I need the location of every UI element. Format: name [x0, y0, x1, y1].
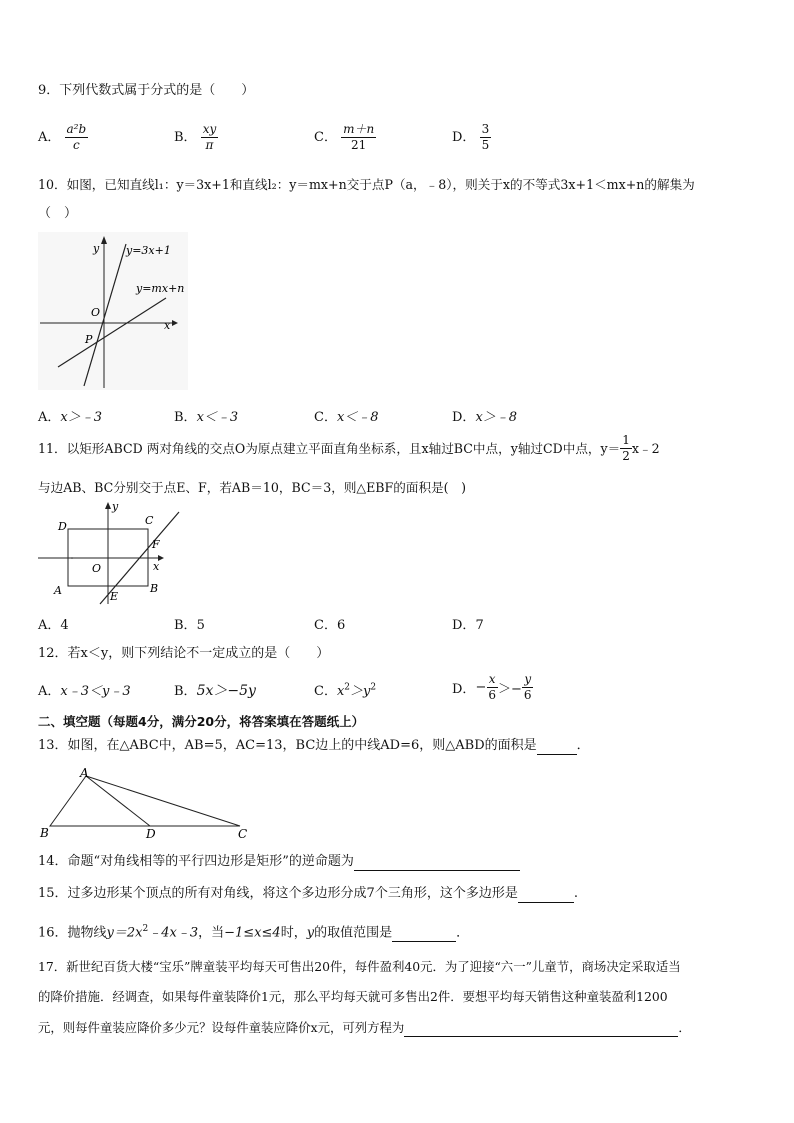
q11-option-c: C．6	[314, 618, 346, 633]
q9-option-b	[174, 122, 218, 153]
q12-stem: 12．若x＜y，则下列结论不一定成立的是（ ）	[38, 646, 330, 661]
q13-figure	[38, 765, 268, 841]
label-o: O	[92, 562, 102, 575]
label-a: A	[54, 584, 62, 597]
label-c: C	[145, 514, 154, 527]
q11-option-d: D．7	[452, 618, 484, 633]
q14-stem: 14．命题“对角线相等的平行四边形是矩形”的逆命题为	[38, 853, 520, 871]
option-label: A．	[38, 130, 61, 145]
answer-blank[interactable]	[518, 888, 574, 903]
q12-option-c: C．$x^2>y^2$	[314, 682, 377, 699]
q12-option-d: D． − $\frac{x}{6}$ ＞− $\frac{y}{6}$	[452, 672, 532, 702]
label-d: D	[146, 827, 156, 841]
fraction: $\frac{m+n}{21}$	[343, 122, 375, 152]
q17-line3: 元，则每件童装应降价多少元？设每件童装应降价x元，可列方程为 ．	[38, 1020, 691, 1035]
y-axis-arrow	[105, 502, 111, 509]
origin-label: O	[91, 306, 101, 319]
q11-option-b: B．5	[174, 618, 205, 633]
line-l1-label: y=3x+1	[126, 244, 171, 257]
q11-stem-line2: 与边AB、BC分别交于点E、F，若AB＝10，BC＝3，则△EBF的面积是( )	[38, 480, 467, 495]
label-b: B	[40, 826, 49, 840]
y-axis-label: y	[93, 242, 100, 255]
fraction: $\frac{1}{2}$	[622, 433, 630, 463]
q10-figure	[38, 232, 198, 392]
answer-blank[interactable]	[392, 927, 456, 942]
label-b: B	[150, 582, 159, 595]
q10-paren: （ ）	[38, 206, 78, 221]
q17-line2: 的降价措施．经调查，如果每件童装降价1元，那么平均每天就可多售出2件．要想平均每天销售这种童装盈利1200	[38, 989, 668, 1004]
fraction: $\frac{x}{6}$	[488, 672, 496, 702]
q16-stem: 16．抛物线$y=2x^2﹣4x﹣3$，当−1≤x≤4时，y的取值范围是 ．	[38, 924, 470, 941]
q11-figure	[38, 500, 188, 608]
option-label: C．	[314, 130, 337, 145]
answer-blank[interactable]	[354, 856, 520, 871]
q10-stem: 10．如图，已知直线l₁：y＝3x+1和直线l₂：y＝mx+n交于点P（a，﹣8），则关于x的不等式3x+1＜mx+n的解集为	[38, 177, 695, 192]
point-p-label: P	[85, 333, 93, 346]
fraction: $\frac{xy}{\pi}$	[202, 122, 217, 152]
line-l2-label: y=mx+n	[136, 282, 185, 295]
q10-option-a: A．x＞﹣3	[38, 410, 102, 425]
fraction: $\frac{3}{5}$	[481, 122, 490, 152]
triangle-abc	[50, 776, 240, 826]
median-ad	[86, 776, 150, 826]
q13-stem: 13．如图，在△ABC中，AB=5，AC=13，BC边上的中线AD=6，则△ABD的面积是 ．	[38, 738, 590, 753]
label-c: C	[238, 827, 248, 841]
q10-option-c: C．x＜﹣8	[314, 410, 379, 425]
q9-option-d	[452, 122, 491, 153]
answer-blank[interactable]	[537, 740, 577, 755]
fraction: $\frac{y}{6}$	[523, 672, 532, 702]
section-heading: 二、填空题（每题4分，满分20分，将答案填在答题纸上）	[38, 714, 365, 729]
answer-blank[interactable]	[404, 1022, 678, 1037]
q9-option-a	[38, 122, 88, 153]
q12-option-a: A．x﹣3＜y﹣3	[38, 684, 131, 699]
fraction: $\frac{\text{a²b}}{c}$	[66, 122, 87, 152]
q15-stem: 15．过多边形某个顶点的所有对角线，将这个多边形分成7个三角形，这个多边形是 .	[38, 886, 578, 901]
label-e: E	[110, 590, 119, 603]
label-a: A	[80, 766, 89, 780]
q12-option-b: B．5x＞−5y	[174, 683, 256, 699]
label-y: y	[112, 500, 119, 513]
x-axis-label: x	[164, 319, 171, 332]
label-d: D	[58, 520, 67, 533]
q11-option-a: A．4	[38, 618, 69, 633]
q11-stem: 11．以矩形ABCD 两对角线的交点O为原点建立平面直角坐标系，且x轴过BC中点，y轴过CD中点，y＝ $\frac{1}{2}$ x﹣2	[38, 433, 660, 463]
q10-option-b: B．x＜﹣3	[174, 410, 239, 425]
option-label: D．	[452, 130, 476, 145]
tick-mark	[71, 557, 73, 559]
q9-option-c	[314, 122, 376, 153]
q17-line1: 17．新世纪百货大楼“宝乐”牌童装平均每天可售出20件，每件盈利40元．为了迎接“六一”儿童节，商场决定采取适当	[38, 959, 681, 974]
q10-option-d: D．x＞﹣8	[452, 410, 518, 425]
q9-stem: 9．下列代数式属于分式的是（ ）	[38, 83, 255, 98]
option-label: B．	[174, 130, 197, 145]
label-f: F	[152, 538, 160, 551]
label-x: x	[153, 560, 160, 573]
